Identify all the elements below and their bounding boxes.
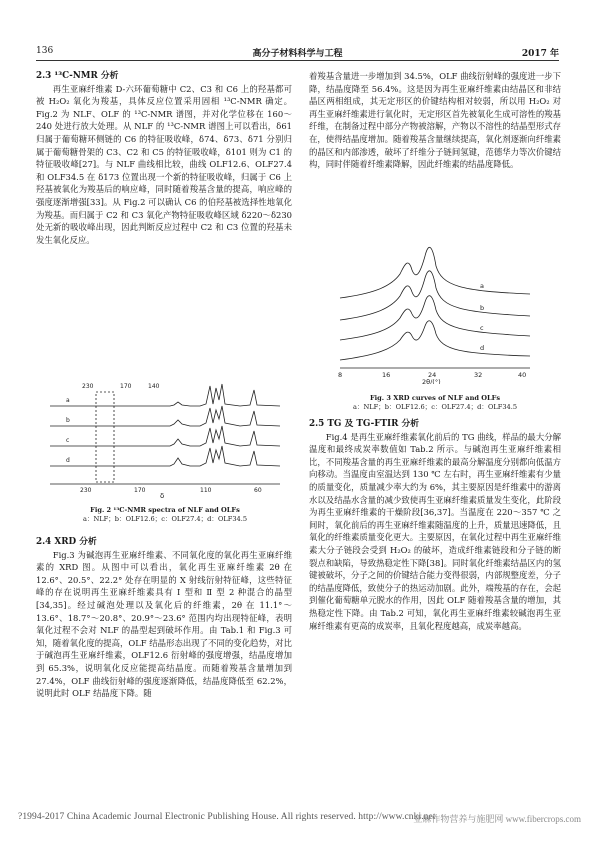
label-b: b (66, 417, 70, 424)
axis-tick: 8 (338, 371, 343, 379)
axis-tick: 170 (134, 487, 146, 494)
xrd-curves-plot (330, 236, 540, 384)
spectrum-c (50, 426, 280, 446)
axis-symbol: δ (160, 492, 165, 498)
figure-3 (330, 236, 540, 412)
section-2-4-title: 2.4 XRD 分析 (36, 537, 97, 547)
xrd-b (340, 271, 530, 320)
axis-tick: 24 (428, 371, 437, 379)
caption-legend: a：NLF；b：OLF12.6；c：OLF27.4；d：OLF34.5 (352, 403, 518, 411)
left-column-lower (36, 536, 292, 700)
axis-tick: 16 (382, 371, 391, 379)
nmr-spectra-plot (50, 378, 280, 498)
label-d: d (66, 457, 70, 464)
section-2-5-title: 2.5 TG 及 TG-FTIR 分析 (309, 419, 420, 429)
figure-2 (50, 378, 280, 528)
right-column (309, 70, 561, 171)
right-column-lower (309, 418, 561, 632)
copyright-line: ?1994-2017 China Academic Journal Electronic Publishing House. All rights reserved. http://www.cnki.net (18, 812, 436, 822)
left-column (36, 70, 292, 246)
section-2-3-title: 2.3 ¹³C-NMR 分析 (36, 71, 119, 81)
running-header (36, 44, 559, 61)
spectrum-b (50, 406, 280, 426)
label-a: a (66, 397, 70, 404)
watermark: 亚麻作物营养与施肥网 www.fibercrops.com (413, 814, 581, 824)
nmr-paragraph: 再生亚麻纤维素 D-六环葡萄糖中 C2、C3 和 C6 上的羟基都可被 H₂O₂ 氧化为羧基，具体反应位置采用固相 ¹³C-NMR 确定。Fig.2 为 NLF、OLF 的 ¹³C-NMR 谱图，并对化学位移在 160～240 处进行放大处理。从 NLF 的 ¹³C-NMR 谱图上可以看出，δ61 归属于葡萄糖环侧链的 C6 的特征吸收峰，δ74、δ73、δ71 分别归属于葡萄糖骨架的 C3、C2 和 C5 的特征吸收峰，δ101 则为 C1 的特征吸收峰[27]。与 NLF 曲线相比较，曲线 OLF12.6、OLF27.4 和 OLF34.5 在 δ173 位置出现一个新的特征吸收峰，归属于 C6 上羟基被氧化为羧基后的响应峰，同时随着羧基含量的提高，响应峰的强度逐渐增强[33]。从 Fig.2 可以确认 C6 的伯羟基被选择性地氧化为羧基。而归属于 C2 和 C3 氧化产物特征吸收峰区域 δ220～δ230 处无新的吸收峰出现，因此判断反应过程中 C2 和 C3 位置的羟基未发生氧化反应。 (36, 83, 292, 245)
label-c: c (66, 437, 70, 444)
inset-tick: 140 (148, 383, 160, 390)
caption-title: Fig. 3 XRD curves of NLF and OLFs (369, 394, 501, 402)
axis-tick: 110 (200, 487, 212, 494)
inset-box (96, 392, 114, 482)
figure-2-caption (50, 506, 280, 524)
axis-tick: 40 (518, 371, 527, 379)
inset-tick: 170 (120, 383, 132, 390)
tg-paragraph: Fig.4 是再生亚麻纤维素氧化前后的 TG 曲线，样品的最大分解温度和最终成炭率数值如 Tab.2 所示。与碱泡再生亚麻纤维素相比，不同羧基含量的再生亚麻纤维素的最高分解温度分别都向低温方向移动。当温度由室温达到 130 ℃ 左右时，再生亚麻纤维素有少量的质量变化，质量减少率大约为 6%，其主要原因是纤维素中的游离水以及结晶水含量的减少致使再生亚麻纤维素质量发生变化，此阶段为再生亚麻纤维素的干燥阶段[36,37]。当温度在 220～357 ℃ 之间时，氧化前后的再生亚麻纤维素随温度的上升，质量迅速降低，且氧化的纤维素质量变化更大。主要原因，在氧化过程中再生亚麻纤维素大分子链段会受到 H₂O₂ 的破坏，造成纤维素链段和分子链的断裂点和缺陷，导致热稳定性下降[38]。同时氧化纤维素结晶区内的氢键被破坏，分子之间的价键结合能力变得很弱，内部规整度差，分子的结晶度降低，致使分子的热运动加剧。此外，端羧基的存在，会起到催化葡萄糖单元脱水的作用，因此 OLF 随着羧基含量的增加，其热稳定性下降。由 Tab.2 可知，氧化再生亚麻纤维素较碱泡再生亚麻纤维素有更高的成炭率，且氧化程度越高，成炭率越高。 (309, 431, 561, 631)
axis-label: 2θ/(°) (422, 378, 441, 384)
label-c: c (480, 324, 484, 332)
label-b: b (480, 304, 485, 312)
axis-tick: 60 (254, 487, 262, 494)
xrd-paragraph: Fig.3 为碱泡再生亚麻纤维素、不同氧化度的氧化再生亚麻纤维素的 XRD 图。从图中可以看出，氧化再生亚麻纤维素 2θ 在 12.6°、20.5°、22.2° 处存在明显的 X 射线衍射特征峰，这些特征峰的存在说明再生亚麻纤维素具有 Ⅰ 型和 Ⅱ 型 2 种混合的晶型[34,35]。经过碱泡处理以及氧化后的纤维素，2θ 在 11.1°～13.6°、18.7°～20.8°、20.9°～23.6° 范围内均出现特征峰，表明氧化过程不会对 NLF 的晶型起到破坏作用。由 Tab.1 和 Fig.3 可知，随着氧化度的提高，OLF 结晶形态出现了不同的变化趋势，对比于碱泡再生亚麻纤维素，OLF12.6 衍射峰的强度增强，结晶度增加到 65.3%，说明氧化反应能提高结晶度。而随着羧基含量增加到 27.4%，OLF 曲线衍射峰的强度逐渐降低，结晶度降低至 62.2%，说明此时 OLF 结晶度下降。随 (36, 549, 292, 699)
xrd-c (340, 296, 530, 340)
page-number: 136 (36, 46, 54, 56)
caption-title: Fig. 2 ¹³C-NMR spectra of NLF and OLFs (90, 506, 240, 514)
xrd-d (340, 321, 530, 360)
xrd-paragraph-cont: 着羧基含量进一步增加到 34.5%，OLF 曲线衍射峰的强度进一步下降，结晶度降至 56.4%。这是因为再生亚麻纤维素由结晶区和非结晶区两相组成，其无定形区的价键结构相对较弱，所以用 H₂O₂ 对再生亚麻纤维素进行氧化时，无定形区首先被氧化生成可溶性的羧基纤维，在制备过程中部分产物被溶解，产物以不溶性的结晶型形式存在，使得结晶度增加。随着羧基含量继续提高，氧化剂逐渐向纤维素的晶区和内部渗透，破坏了纤维分子链间氢键，范德华力等次价键结构，同时伴随着纤维素降解，因此纤维素的结晶度降低。 (309, 71, 561, 170)
journal-year: 2017 年 (521, 49, 559, 59)
figure-3-caption (330, 394, 540, 412)
xrd-a (340, 247, 530, 298)
journal-name: 高分子材料科学与工程 (252, 49, 343, 59)
label-d: d (480, 344, 485, 352)
caption-legend: a：NLF；b：OLF12.6；c：OLF27.4；d：OLF34.5 (82, 515, 248, 523)
inset-tick: 230 (82, 383, 94, 390)
axis-tick: 230 (80, 487, 92, 494)
page-footer (0, 810, 595, 828)
spectrum-d (50, 446, 280, 466)
label-a: a (480, 282, 484, 290)
axis-tick: 32 (474, 371, 483, 379)
